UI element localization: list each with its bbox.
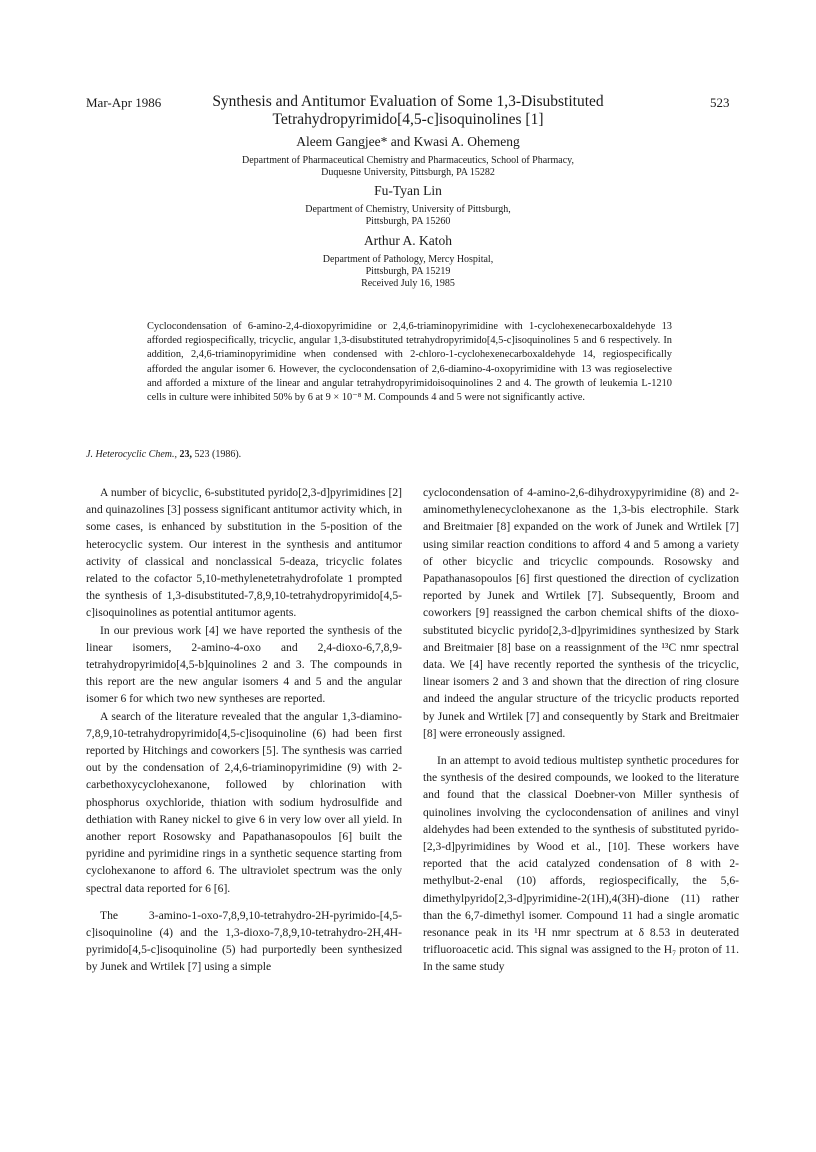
affiliation-3-line-1: Department of Pathology, Mercy Hospital, — [322, 254, 494, 265]
citation-volume: 23, — [179, 449, 192, 460]
affiliation-2-line-1: Department of Chemistry, University of Pittsburgh, — [305, 204, 511, 215]
paragraph: cyclocondensation of 4-amino-2,6-dihydroxypyrimidine (8) and 2-aminomethylenecyclohexanone as the 1,3-bis electrophile. Stark and Breitmaier [8] expanded on the work of Junek and Wrtilek [7] using similar reaction conditions to afford 4 and 5 among a variety of other bicyclic and tricyclic compounds. Rosowsky and Papathanasopoulos [6] first questioned the direction of cyclization reported by Junek and Wrtilek [7]. Subsequently, Broom and coworkers [9] reassigned the carbon chemical shifts of the dioxo-substituted bicyclic pyrido[2,3-d]pyrimidines synthesized by Stark and Breitmaier [8] base on a reassignment of the ¹³C nmr spectral data. We [4] have recently reported the synthesis of the tricyclic, linear isomers 2 and 3 and shown that the direction of ring closure and indeed the angular structure of the tricyclic products reported by Junek and Wrtilek [7] and consequently by Stark and Breitmaier [8] were erroneously assigned. — [423, 486, 739, 740]
body-column-left — [86, 484, 402, 976]
affiliation-3 — [170, 254, 646, 290]
paragraph: A search of the literature revealed that the angular 1,3-diamino-7,8,9,10-tetrahydropyrimido[4,5-c]isoquinoline (6) had been first reported by Hitchings and coworkers [5]. The synthesis was carried out by the condensation of 2,4,6-triaminopyrimidine (9) with 2-carbethoxycyclohexanone, followed by chlorination with phosphorus oxychloride, thiation with sodium hydrosulfide and dethiation with Raney nickel to give 6 in very low over all yield. In another report Rosowsky and Papathanasopoulos [6] built the pyridine and pyrimidine rings in a synthetic sequence starting from cyclohexanone to afford 6. The ultraviolet spectrum was the only spectral data reported for 6 [6]. — [86, 709, 402, 895]
running-header-date: Mar-Apr 1986 — [86, 95, 162, 110]
affiliation-1-line-2: Duquesne University, Pittsburgh, PA 15282 — [321, 167, 495, 178]
affiliation-2-line-2: Pittsburgh, PA 15260 — [365, 216, 451, 227]
citation-journal: J. Heterocyclic Chem., — [86, 449, 177, 460]
paragraph: In an attempt to avoid tedious multistep synthetic procedures for the synthesis of the desired compounds, we looked to the literature and found that the classical Doebner-von Miller synthesis of quinolines involving the cyclocondensation of anilines and vinyl aldehydes had been extended to the synthesis of substituted pyrido-[2,3-d]pyrimidines by Wood et al., [10]. These workers have reported that the acid catalyzed condensation of 8 with 2-methylbut-2-enal (10) affords, regiospecifically, the 5,6-dimethylpyrido[2,3-d]pyrimidine-2(1H),4(3H)-dione (11) rather than the 6,7-dimethyl isomer. Compound 11 had a single aromatic resonance peak in its ¹H nmr spectrum at δ 8.53 in deuterated trifluoroacetic acid. This signal was assigned to the H₇ proton of 11. In the same study — [423, 754, 739, 974]
paragraph: The 3-amino-1-oxo-7,8,9,10-tetrahydro-2H-pyrimido-[4,5-c]isoquinoline (4) and the 1,3-dioxo-7,8,9,10-tetrahydro-2H,4H-pyrimido[4,5-c]isoquinoline (5) had purportedly been synthesized by Junek and Wrtilek [7] using a simple — [86, 908, 402, 974]
author-group-1: Aleem Gangjee* and Kwasi A. Ohemeng — [296, 134, 520, 149]
journal-citation — [86, 449, 241, 460]
paragraph: In our previous work [4] we have reported the synthesis of the linear isomers, 2-amino-4-oxo and 2,4-dioxo-6,7,8,9-tetrahydropyrimido[4,5-b]quinolines 2 and 3. The compounds in this report are the new angular isomers 4 and 5 and the angular isomer 6 for which two new syntheses are reported. — [86, 623, 402, 706]
citation-pages-year: 523 (1986). — [194, 449, 242, 460]
affiliation-2 — [170, 204, 646, 228]
article-title — [170, 93, 646, 129]
author-group-2: Fu-Tyan Lin — [374, 183, 442, 198]
author-group-3: Arthur A. Katoh — [363, 233, 453, 248]
affiliation-1 — [170, 155, 646, 179]
page-number: 523 — [710, 95, 730, 110]
affiliation-1-line-1: Department of Pharmaceutical Chemistry and Pharmaceutics, School of Pharmacy, — [241, 155, 575, 166]
abstract: Cyclocondensation of 6-amino-2,4-dioxopyrimidine or 2,4,6-triaminopyrimidine with 1-cyclohexenecarboxaldehyde 13 afforded regiospecifically, tricyclic, angular 1,3-disubstituted tetrahydropyrimido[4,5-c]isoquinolines 5 and 6 respectively. In addition, 2,4,6-triaminopyrimidine when condensed with 2-chloro-1-cyclohexenecarboxaldehyde 14, regiospecifically afforded the angular isomer 6. However, the cyclocondensation of 2,6-diamino-4-oxopyrimidine with 13 was regioselective and afforded a mixture of the linear and angular tetrahydropyrimidoisoquinolines 2 and 4. The growth of leukemia L-1210 cells in culture were inhibited 50% by 6 at 9 × 10⁻⁸ M. Compounds 4 and 5 were not significantly active. — [147, 321, 672, 404]
affiliation-3-line-2: Pittsburgh, PA 15219 — [365, 266, 451, 277]
body-column-right — [423, 484, 739, 976]
title-line-1: Synthesis and Antitumor Evaluation of Some 1,3-Disubstituted — [212, 93, 604, 110]
received-date: Received July 16, 1985 — [361, 278, 455, 289]
paragraph: A number of bicyclic, 6-substituted pyrido[2,3-d]pyrimidines [2] and quinazolines [3] possess significant antitumor activity which, in some cases, is enhanced by substitution in the 5-position of the heterocyclic system. Our interest in the synthesis and antitumor activity of classical and nonclassical 5-deaza, tricyclic folates related to the cofactor 5,10-methylenetetrahydrofolate 1 prompted the synthesis of 1,3-disubstituted-7,8,9,10-tetrahydropyrimido[4,5-c]isoquinolines as potential antitumor agents. — [86, 486, 402, 620]
title-line-2: Tetrahydropyrimido[4,5-c]isoquinolines [1] — [272, 111, 544, 128]
